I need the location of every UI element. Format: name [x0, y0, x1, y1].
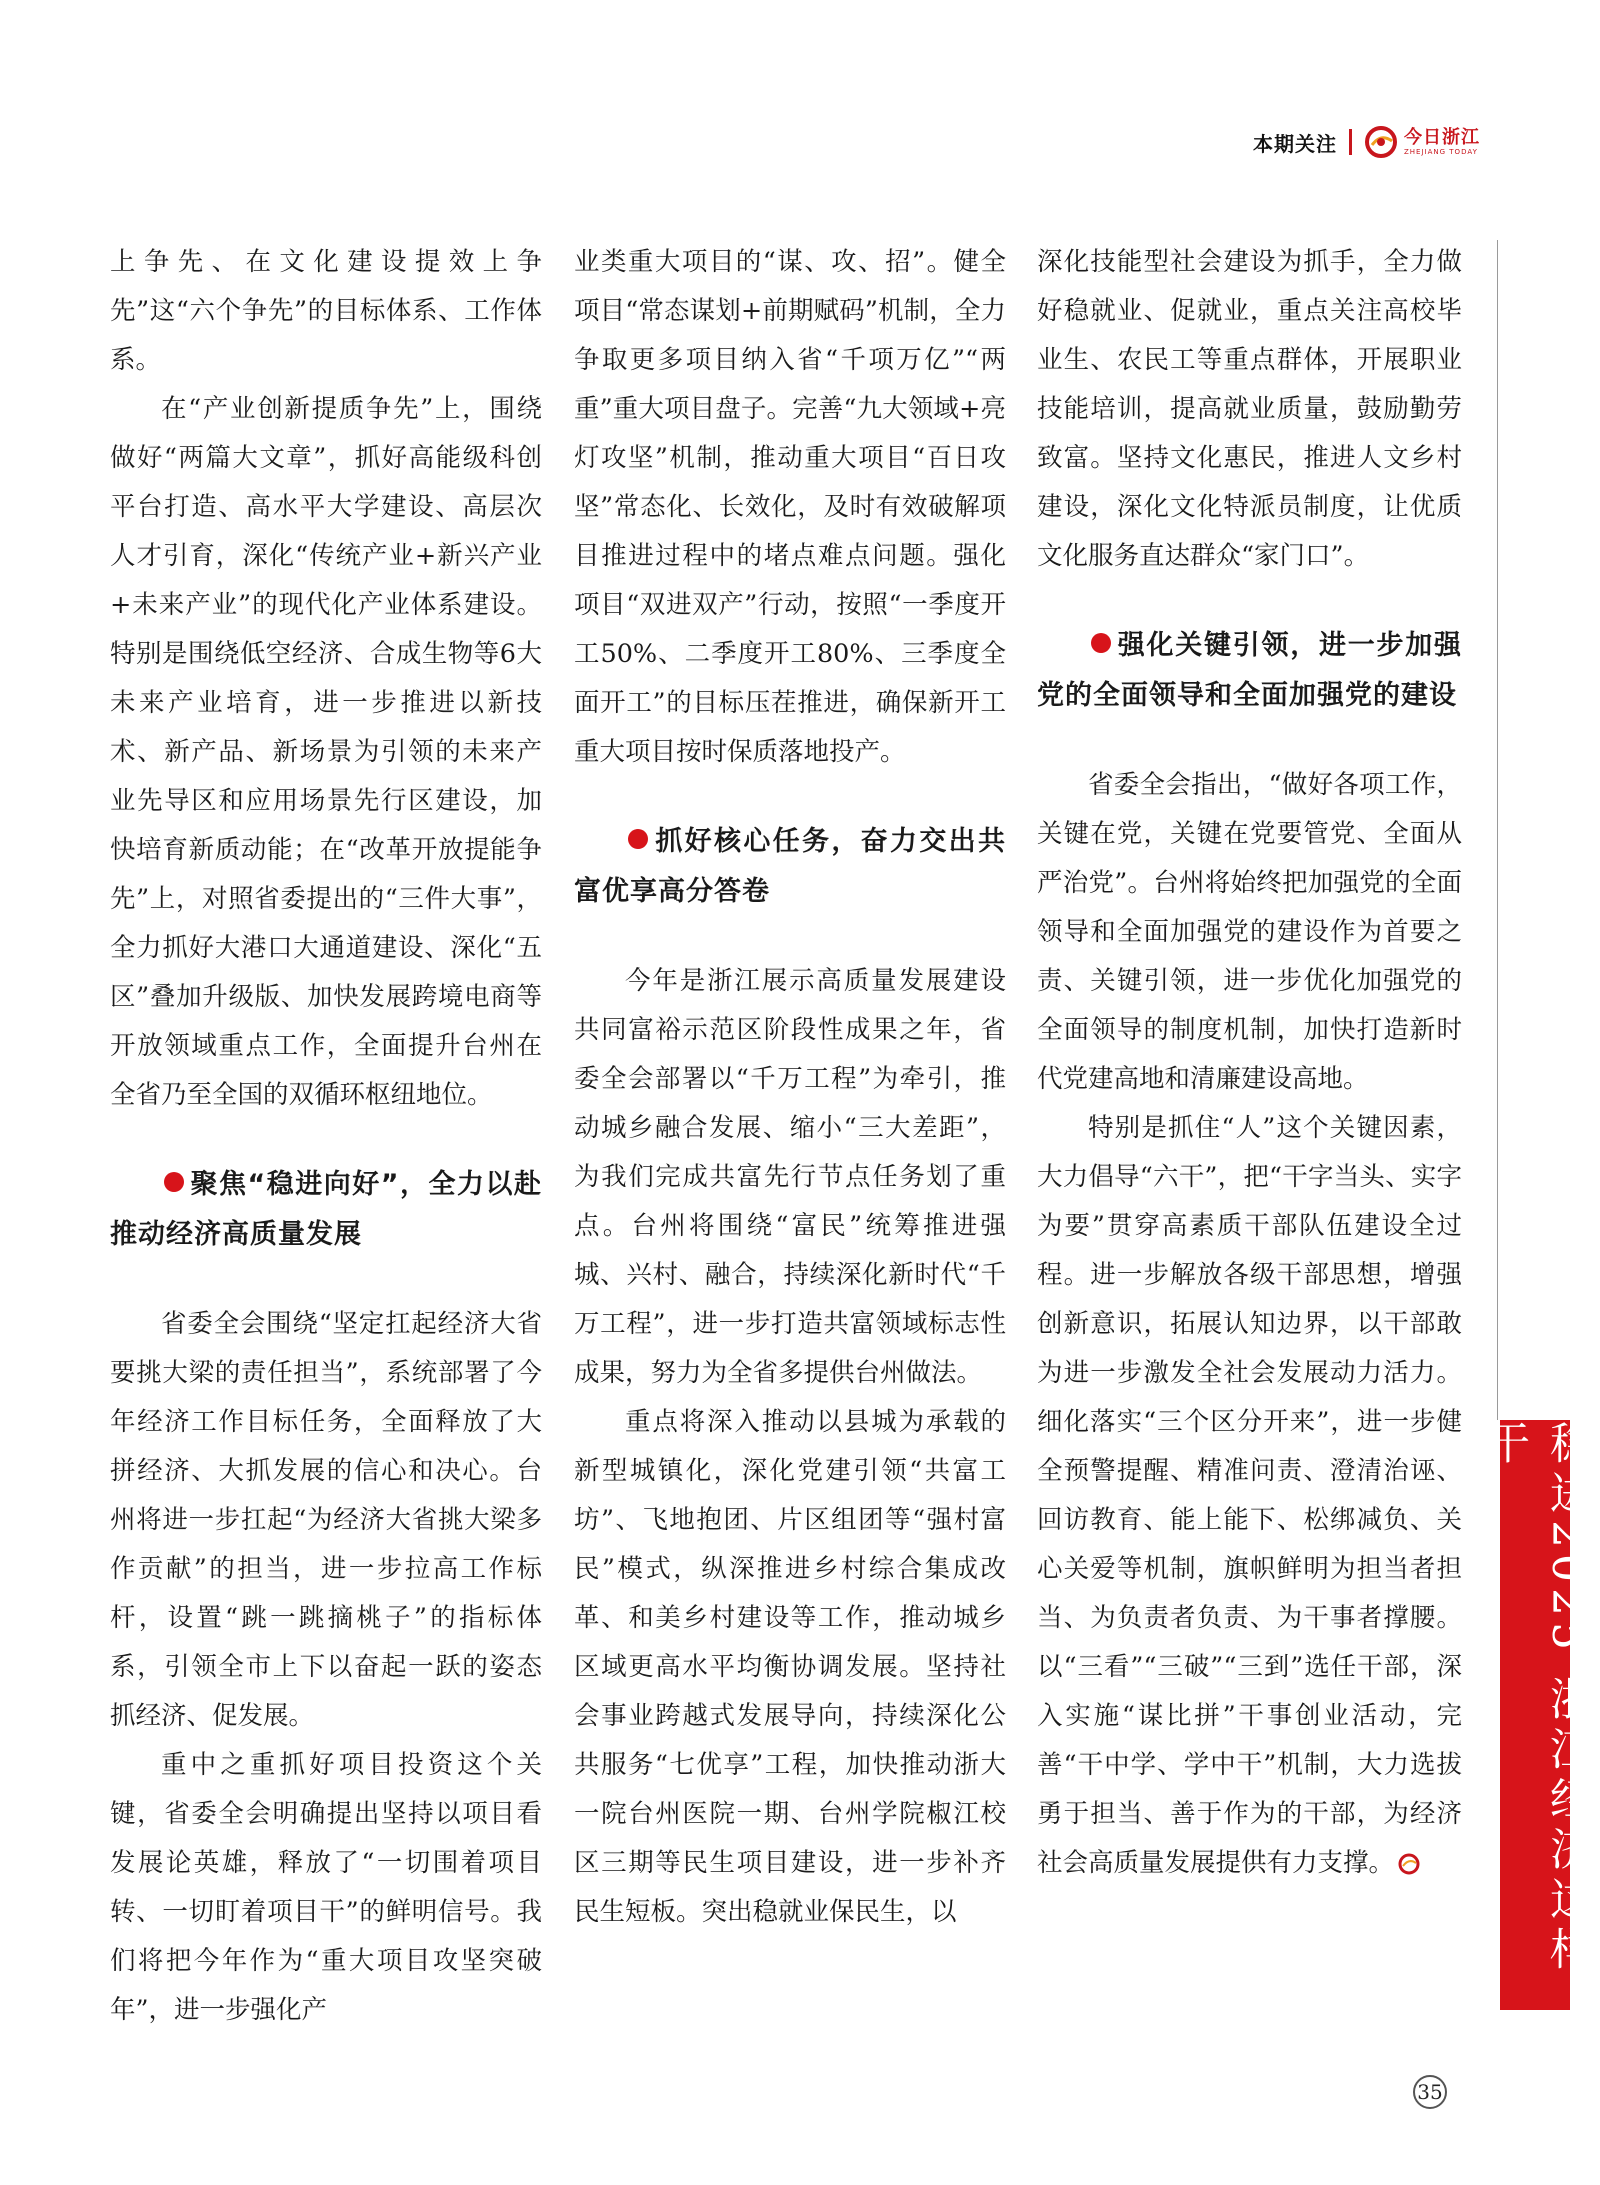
section-heading: [110, 1160, 542, 1260]
text-column-1: [110, 238, 542, 2035]
paragraph: 业类重大项目的“谋、攻、招”。健全项目“常态谋划+前期赋码”机制，全力争取更多项目纳入省“千项万亿”“两重”重大项目盘子。完善“九大领域+亮灯攻坚”机制，推动重大项目“百日攻坚”常态化、长效化，及时有效破解项目推进过程中的堵点难点问题。强化项目“双进双产”行动，按照“一季度开工50%、二季度开工80%、三季度全面开工”的目标压茬推进，确保新开工重大项目按时保质落地投产。: [574, 247, 1006, 767]
column-divider-line: [1497, 240, 1498, 1420]
red-dot-bullet-icon: [164, 1172, 184, 1192]
paragraph: 省委全会指出，“做好各项工作，关键在党，关键在党要管党、全面从严治党”。台州将始终把加强党的全面领导和全面加强党的建设作为首要之责、关键引领，进一步优化加强党的全面领导的制度机制，加快打造新时代党建高地和清廉建设高地。: [1037, 770, 1462, 1094]
logo-english-text: ZHEJIANG TODAY: [1404, 147, 1478, 156]
section-heading-text: 强化关键引领，进一步加强党的全面领导和全面加强党的建设: [1037, 630, 1462, 711]
paragraph: 深化技能型社会建设为抓手，全力做好稳就业、促就业，重点关注高校毕业生、农民工等重点群体，开展职业技能培训，提高就业质量，鼓励勤劳致富。坚持文化惠民，推进人文乡村建设，深化文化特派员制度，让优质文化服务直达群众“家门口”。: [1037, 247, 1462, 571]
page-number: 35: [1413, 2075, 1447, 2109]
page-header: [1253, 120, 1480, 164]
paragraph: 上争先、在文化建设提效上争先”这“六个争先”的目标体系、工作体系。: [110, 247, 542, 375]
red-dot-bullet-icon: [1091, 633, 1111, 653]
section-heading-text: 聚焦“稳进向好”，全力以赴推动经济高质量发展: [110, 1169, 542, 1250]
zhejiang-today-logo-icon: [1364, 125, 1398, 159]
text-column-3: [1037, 238, 1462, 1888]
paragraph: 在“产业创新提质争先”上，围绕做好“两篇大文章”，抓好高能级科创平台打造、高水平大学建设、高层次人才引育，深化“传统产业+新兴产业+未来产业”的现代化产业体系建设。特别是围绕低空经济、合成生物等6大未来产业培育，进一步推进以新技术、新产品、新场景为引领的未来产业先导区和应用场景先行区建设，加快培育新质动能；在“改革开放提能争先”上，对照省委提出的“三件大事”，全力抓好大港口大通道建设、深化“五区”叠加升级版、加快发展跨境电商等开放领域重点工作，全面提升台州在全省乃至全国的双循环枢纽地位。: [110, 394, 542, 1110]
paragraph: 今年是浙江展示高质量发展建设共同富裕示范区阶段性成果之年，省委全会部署以“千万工程”为牵引，推动城乡融合发展、缩小“三大差距”，为我们完成共富先行节点任务划了重点。台州将围绕“富民”统筹推进强城、兴村、融合，持续深化新时代“千万工程”，进一步打造共富领域标志性成果，努力为全省多提供台州做法。: [574, 966, 1006, 1388]
text-column-2: [574, 238, 1006, 1937]
section-heading: [574, 817, 1006, 917]
paragraph: 重中之重抓好项目投资这个关键，省委全会明确提出坚持以项目看发展论英雄，释放了“一切围着项目转、一切盯着项目干”的鲜明信号。我们将把今年作为“重大项目攻坚突破年”，进一步强化产: [110, 1750, 542, 2025]
paragraph: 省委全会围绕“坚定扛起经济大省要挑大梁的责任担当”，系统部署了今年经济工作目标任务，全面释放了大拼经济、大抓发展的信心和决心。台州将进一步扛起“为经济大省挑大梁多作贡献”的担当，进一步拉高工作标杆，设置“跳一跳摘桃子”的指标体系，引领全市上下以奋起一跃的姿态抓经济、促发展。: [110, 1309, 542, 1731]
section-title: 本期关注: [1253, 131, 1337, 156]
section-heading: [1037, 621, 1462, 721]
publication-logo: [1364, 125, 1480, 159]
header-divider: [1349, 129, 1352, 155]
paragraph-text: 特别是抓住“人”这个关键因素，大力倡导“六干”，把“干字当头、实字为要”贯穿高素质干部队伍建设全过程。进一步解放各级干部思想，增强创新意识，拓展认知边界，以干部敢为进一步激发全社会发展动力活力。细化落实“三个区分开来”，进一步健全预警提醒、精准问责、澄清治诬、回访教育、能上能下、松绑减负、关心关爱等机制，旗帜鲜明为担当者担当、为负责者负责、为干事者撑腰。以“三看”“三破”“三到”选任干部，深入实施“谋比拼”干事创业活动，完善“干中学、学中干”机制，大力选拔勇于担当、善于作为的干部，为经济社会高质量发展提供有力支撑。: [1037, 1113, 1462, 1878]
section-heading-text: 抓好核心任务，奋力交出共富优享高分答卷: [574, 826, 1006, 907]
side-banner: [1478, 1420, 1593, 2010]
red-dot-bullet-icon: [628, 829, 648, 849]
logo-chinese-text: 今日浙江: [1404, 126, 1480, 148]
paragraph: [1037, 1104, 1462, 1888]
paragraph: 重点将深入推动以县城为承载的新型城镇化，深化党建引领“共富工坊”、飞地抱团、片区组团等“强村富民”模式，纵深推进乡村综合集成改革、和美乡村建设等工作，推动城乡区域更高水平均衡协调发展。坚持社会事业跨越式发展导向，持续深化公共服务“七优享”工程，加快推动浙大一院台州医院一期、台州学院椒江校区三期等民生项目建设，进一步补齐民生短板。突出稳就业保民生，以: [574, 1407, 1006, 1927]
side-banner-text: 稳进2025 浙江经济这样干: [1478, 1420, 1593, 1976]
article-end-logo-icon: [1398, 1853, 1420, 1875]
